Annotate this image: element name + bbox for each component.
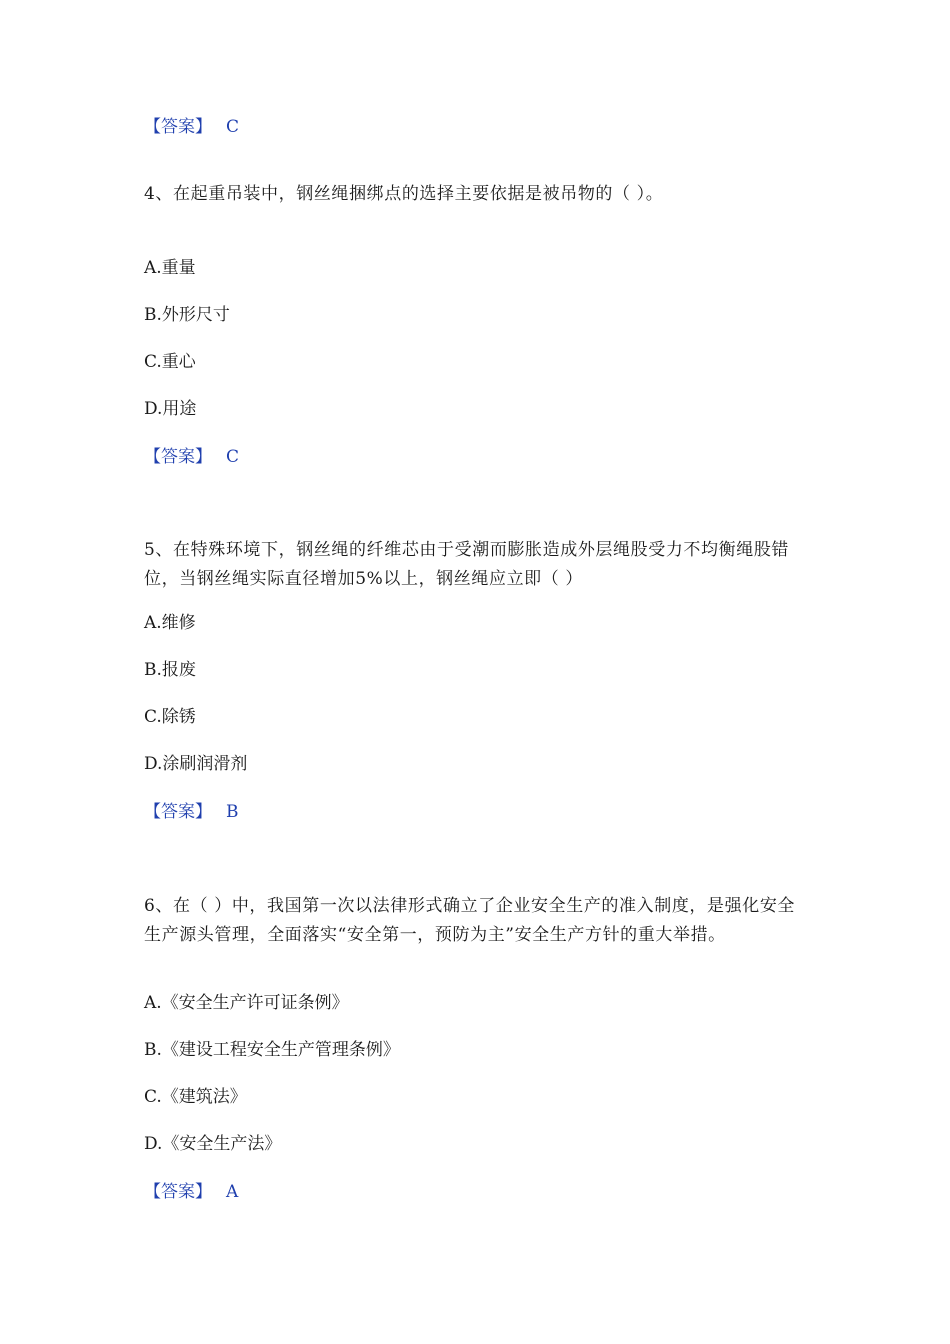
- answer-label: 【答案】: [144, 117, 212, 137]
- question-6-stem: 6、在（ ）中，我国第一次以法律形式确立了企业安全生产的准入制度，是强化安全生产源头管理，全面落实“安全第一，预防为主”安全生产方针的重大举措。: [144, 896, 796, 945]
- question-5-option-b: B.报废: [144, 660, 196, 680]
- question-4-option-b: B.外形尺寸: [144, 305, 230, 325]
- answer-value: C: [226, 117, 240, 137]
- answer-label: 【答案】: [144, 802, 212, 822]
- question-6-option-d: D.《安全生产法》: [144, 1134, 282, 1154]
- question-5-option-d: D.涂刷润滑剂: [144, 754, 248, 774]
- answer-label: 【答案】: [144, 447, 212, 467]
- question-4-option-c: C.重心: [144, 352, 196, 372]
- question-5-option-c: C.除锈: [144, 707, 196, 727]
- question-5-stem: 5、在特殊环境下，钢丝绳的纤维芯由于受潮而膨胀造成外层绳股受力不均衡绳股错位，当钢丝绳实际直径增加5%以上，钢丝绳应立即（ ）: [144, 540, 790, 589]
- answer-line-prev: [144, 115, 239, 139]
- question-5-answer: [144, 800, 239, 824]
- question-4-option-d: D.用途: [144, 399, 197, 419]
- answer-value: C: [226, 447, 240, 467]
- question-4-option-a: A.重量: [144, 258, 196, 278]
- question-6-answer: [144, 1180, 238, 1204]
- question-6-option-a: A.《安全生产许可证条例》: [144, 993, 349, 1013]
- question-5-option-a: A.维修: [144, 613, 196, 633]
- question-6-option-b: B.《建设工程安全生产管理条例》: [144, 1040, 400, 1060]
- answer-label: 【答案】: [144, 1182, 212, 1202]
- question-4-answer: [144, 445, 239, 469]
- answer-value: A: [226, 1182, 239, 1202]
- question-6-option-c: C.《建筑法》: [144, 1087, 247, 1107]
- question-4-stem: 4、在起重吊装中，钢丝绳捆绑点的选择主要依据是被吊物的（ ）。: [144, 184, 664, 204]
- answer-value: B: [226, 802, 239, 822]
